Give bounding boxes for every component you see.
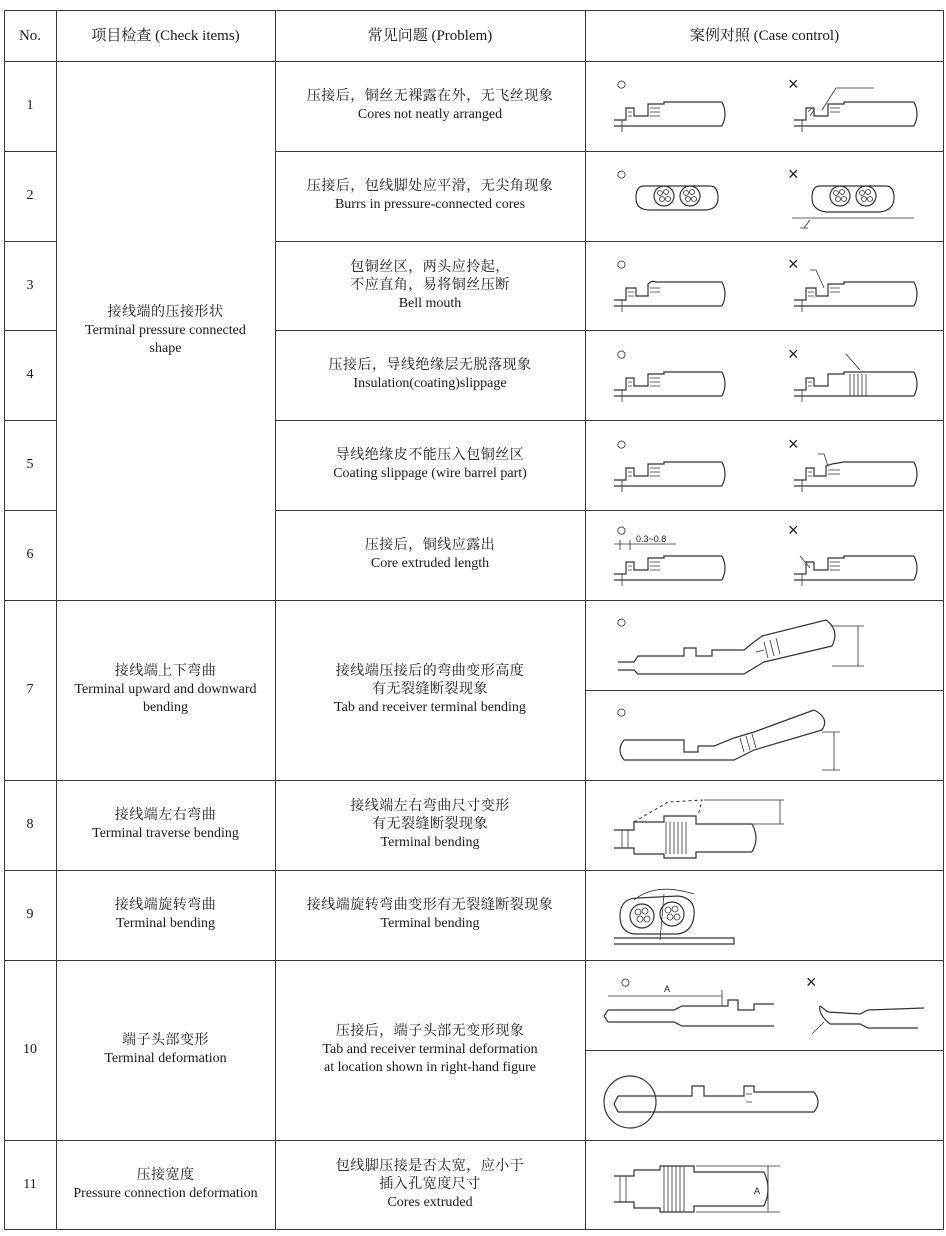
- problem-en: Core extruded length: [370, 556, 490, 571]
- problem-zh: 导线绝缘皮不能压入包铜丝区: [335, 448, 525, 463]
- traverse-bending-drawing: [604, 786, 924, 866]
- core-length-ok-drawing: [604, 516, 744, 600]
- check-item-zh: 接线端左右弯曲: [114, 808, 217, 823]
- terminal-detail-drawing: [604, 1056, 844, 1138]
- problem-zh: 压接后，端子头部无变形现象: [335, 1024, 525, 1039]
- crimped-terminal-ng-drawing: [774, 68, 934, 148]
- problem-cell: [275, 420, 585, 510]
- case-figure-10-ng: [794, 966, 934, 1048]
- case-figure-1-ng: [774, 68, 934, 148]
- crimped-terminal-ok-drawing: [604, 68, 744, 148]
- problem-cell: [275, 600, 585, 780]
- check-item-en: Terminal traverse bending: [92, 826, 239, 841]
- row-number: [4, 510, 56, 600]
- problem-zh: 有无裂缝断裂现象: [372, 817, 488, 832]
- problem-zh: 插入孔宽度尺寸: [379, 1177, 481, 1192]
- check-item-en: Terminal upward and downward: [74, 682, 257, 697]
- row-number-label: 9: [26, 907, 34, 922]
- problem-cell: [275, 330, 585, 420]
- terminal-deformation-ng-drawing: [794, 966, 934, 1048]
- header-problem-label: 常见问题 (Problem): [367, 27, 493, 44]
- check-item-zh: 压接宽度: [136, 1168, 195, 1183]
- case-figure-5-ok: [604, 428, 744, 508]
- header-no: [4, 10, 56, 61]
- ok-mark-icon: ○: [616, 434, 627, 454]
- check-item-en: bending: [142, 700, 189, 715]
- problem-en: Burrs in pressure-connected cores: [334, 197, 526, 212]
- row-number-label: 11: [23, 1177, 37, 1192]
- row-number: [4, 960, 56, 1140]
- ok-mark-icon: ○: [616, 254, 627, 274]
- problem-cell: [275, 241, 585, 330]
- problem-en: Cores extruded: [387, 1195, 473, 1210]
- row-number: [4, 600, 56, 780]
- coating-ng-drawing: [774, 428, 934, 508]
- header-case-control: [585, 10, 944, 61]
- table-border-right: [943, 10, 944, 1230]
- case-figure-4-ok: [604, 338, 744, 418]
- dimension-label: A: [664, 984, 671, 994]
- problem-en: Coating slippage (wire barrel part): [333, 466, 527, 481]
- downward-bending-drawing: [604, 696, 924, 776]
- terminal-deformation-ok-drawing: [604, 966, 784, 1048]
- check-item-zh: 接线端的压接形状: [107, 304, 224, 320]
- case-subdivider: [585, 1050, 944, 1051]
- ok-mark-icon: ○: [616, 702, 627, 722]
- case-figure-3-ng: [774, 248, 934, 328]
- header-case-control-label: 案例对照 (Case control): [689, 27, 840, 44]
- upward-bending-drawing: [604, 606, 924, 686]
- case-figure-11: [604, 1146, 924, 1226]
- ng-mark-icon: ×: [788, 254, 799, 274]
- check-item-width: [56, 1140, 275, 1230]
- bell-mouth-ok-drawing: [604, 248, 744, 328]
- row-number-label: 6: [26, 547, 34, 562]
- problem-en: Terminal bending: [380, 916, 480, 931]
- insulation-ng-drawing: [774, 338, 934, 418]
- case-figure-10-ok: [604, 966, 784, 1048]
- check-item-rotate: [56, 870, 275, 960]
- check-item-en: Terminal deformation: [104, 1051, 227, 1066]
- row-number: [4, 61, 56, 151]
- bell-mouth-ng-drawing: [774, 248, 934, 328]
- row-number: [4, 420, 56, 510]
- core-length-ng-drawing: [774, 516, 934, 600]
- case-figure-10-detail: [604, 1056, 844, 1138]
- header-problem: [275, 10, 585, 61]
- case-subdivider: [585, 690, 944, 691]
- case-figure-1-ok: [604, 68, 744, 148]
- check-item-zh: 接线端上下弯曲: [114, 664, 217, 679]
- ng-mark-icon: ×: [788, 434, 799, 454]
- row-number-label: 4: [26, 367, 34, 382]
- case-figure-2-ok: [604, 158, 744, 238]
- check-item-shape: [56, 61, 275, 600]
- crimp-width-drawing: [604, 1146, 924, 1226]
- cross-section-ng-drawing: [774, 158, 934, 238]
- row-number-label: 3: [26, 277, 34, 293]
- header-check-items: [56, 10, 275, 61]
- problem-zh: 接线端左右弯曲尺寸变形: [350, 799, 510, 814]
- problem-en: at location shown in right-hand figure: [324, 1060, 536, 1075]
- ng-mark-icon: ×: [788, 164, 799, 184]
- problem-cell: [275, 61, 585, 151]
- problem-zh: 有无裂缝断裂现象: [372, 682, 488, 697]
- ok-mark-icon: ○: [616, 164, 627, 184]
- check-item-deform: [56, 960, 275, 1140]
- check-item-en: Terminal pressure connected: [85, 322, 246, 338]
- check-item-traverse: [56, 780, 275, 870]
- case-figure-7-bottom: [604, 696, 924, 776]
- case-figure-7-top: [604, 606, 924, 686]
- case-figure-4-ng: [774, 338, 934, 418]
- case-figure-8: [604, 786, 924, 866]
- ng-mark-icon: ×: [788, 344, 799, 364]
- ok-mark-icon: ○: [620, 972, 631, 992]
- case-figure-5-ng: [774, 428, 934, 508]
- row-number: [4, 780, 56, 870]
- ok-mark-icon: ○: [616, 74, 627, 94]
- row-number: [4, 870, 56, 960]
- case-figure-3-ok: [604, 248, 744, 328]
- problem-en: Insulation(coating)slippage: [353, 376, 507, 391]
- problem-zh: 包线脚压接是否太宽，应小于: [335, 1159, 525, 1174]
- row-number-label: 5: [26, 457, 34, 472]
- row-number-label: 1: [26, 98, 34, 113]
- ng-mark-icon: ×: [806, 972, 817, 992]
- ok-mark-icon: ○: [616, 612, 627, 632]
- problem-cell: [275, 870, 585, 960]
- problem-zh: 接线端旋转弯曲变形有无裂缝断裂现象: [306, 898, 554, 913]
- case-figure-2-ng: [774, 158, 934, 238]
- ok-mark-icon: ○: [616, 344, 627, 364]
- problem-zh: 压接后，铜丝无裸露在外，无飞丝现象: [306, 89, 554, 104]
- header-no-label: No.: [18, 27, 42, 44]
- problem-cell: [275, 960, 585, 1140]
- problem-cell: [275, 1140, 585, 1230]
- insulation-ok-drawing: [604, 338, 744, 418]
- problem-zh: 接线端压接后的弯曲变形高度: [335, 664, 525, 679]
- ok-mark-icon: ○: [616, 520, 627, 540]
- row-number-label: 2: [26, 188, 34, 203]
- problem-en: Tab and receiver terminal bending: [334, 700, 526, 715]
- column-divider: [585, 10, 586, 1230]
- check-item-zh: 端子头部变形: [122, 1033, 209, 1048]
- case-figure-6-ng: [774, 516, 934, 600]
- ng-mark-icon: ×: [788, 74, 799, 94]
- problem-en: Terminal bending: [380, 835, 480, 850]
- problem-zh: 包铜丝区，两头应拎起，: [350, 259, 510, 275]
- check-item-en: shape: [149, 340, 182, 356]
- cross-section-ok-drawing: [604, 158, 744, 238]
- ng-mark-icon: ×: [788, 520, 799, 540]
- check-item-zh: 接线端旋转弯曲: [114, 898, 217, 913]
- check-item-updown: [56, 600, 275, 780]
- row-number: [4, 1140, 56, 1230]
- dimension-label: 0.3~0.8: [636, 534, 667, 544]
- problem-zh: 压接后，包线脚处应平滑，无尖角现象: [306, 179, 554, 194]
- rotation-bending-drawing: [604, 876, 924, 956]
- header-check-items-label: 项目检查 (Check items): [91, 27, 240, 44]
- row-number: [4, 241, 56, 330]
- row-number: [4, 330, 56, 420]
- problem-cell: [275, 151, 585, 241]
- problem-cell: [275, 780, 585, 870]
- coating-ok-drawing: [604, 428, 744, 508]
- inspection-table: [4, 10, 944, 1230]
- problem-zh: 压接后，导线绝缘层无脱落现象: [328, 358, 532, 373]
- problem-zh: 压接后，铜线应露出: [364, 538, 496, 553]
- problem-zh: 不应直角，易将铜丝压断: [350, 277, 510, 293]
- problem-en: Bell mouth: [398, 295, 462, 311]
- dimension-label: A: [754, 1186, 761, 1196]
- case-figure-6-ok: [604, 516, 744, 600]
- row-number-label: 8: [26, 817, 34, 832]
- check-item-en: Pressure connection deformation: [73, 1186, 258, 1201]
- row-number: [4, 151, 56, 241]
- problem-cell: [275, 510, 585, 600]
- check-item-en: Terminal bending: [116, 916, 215, 931]
- row-number-label: 7: [26, 682, 34, 697]
- problem-en: Cores not neatly arranged: [357, 107, 503, 122]
- case-figure-9: [604, 876, 924, 956]
- row-number-label: 10: [23, 1042, 37, 1057]
- problem-en: Tab and receiver terminal deformation: [322, 1042, 538, 1057]
